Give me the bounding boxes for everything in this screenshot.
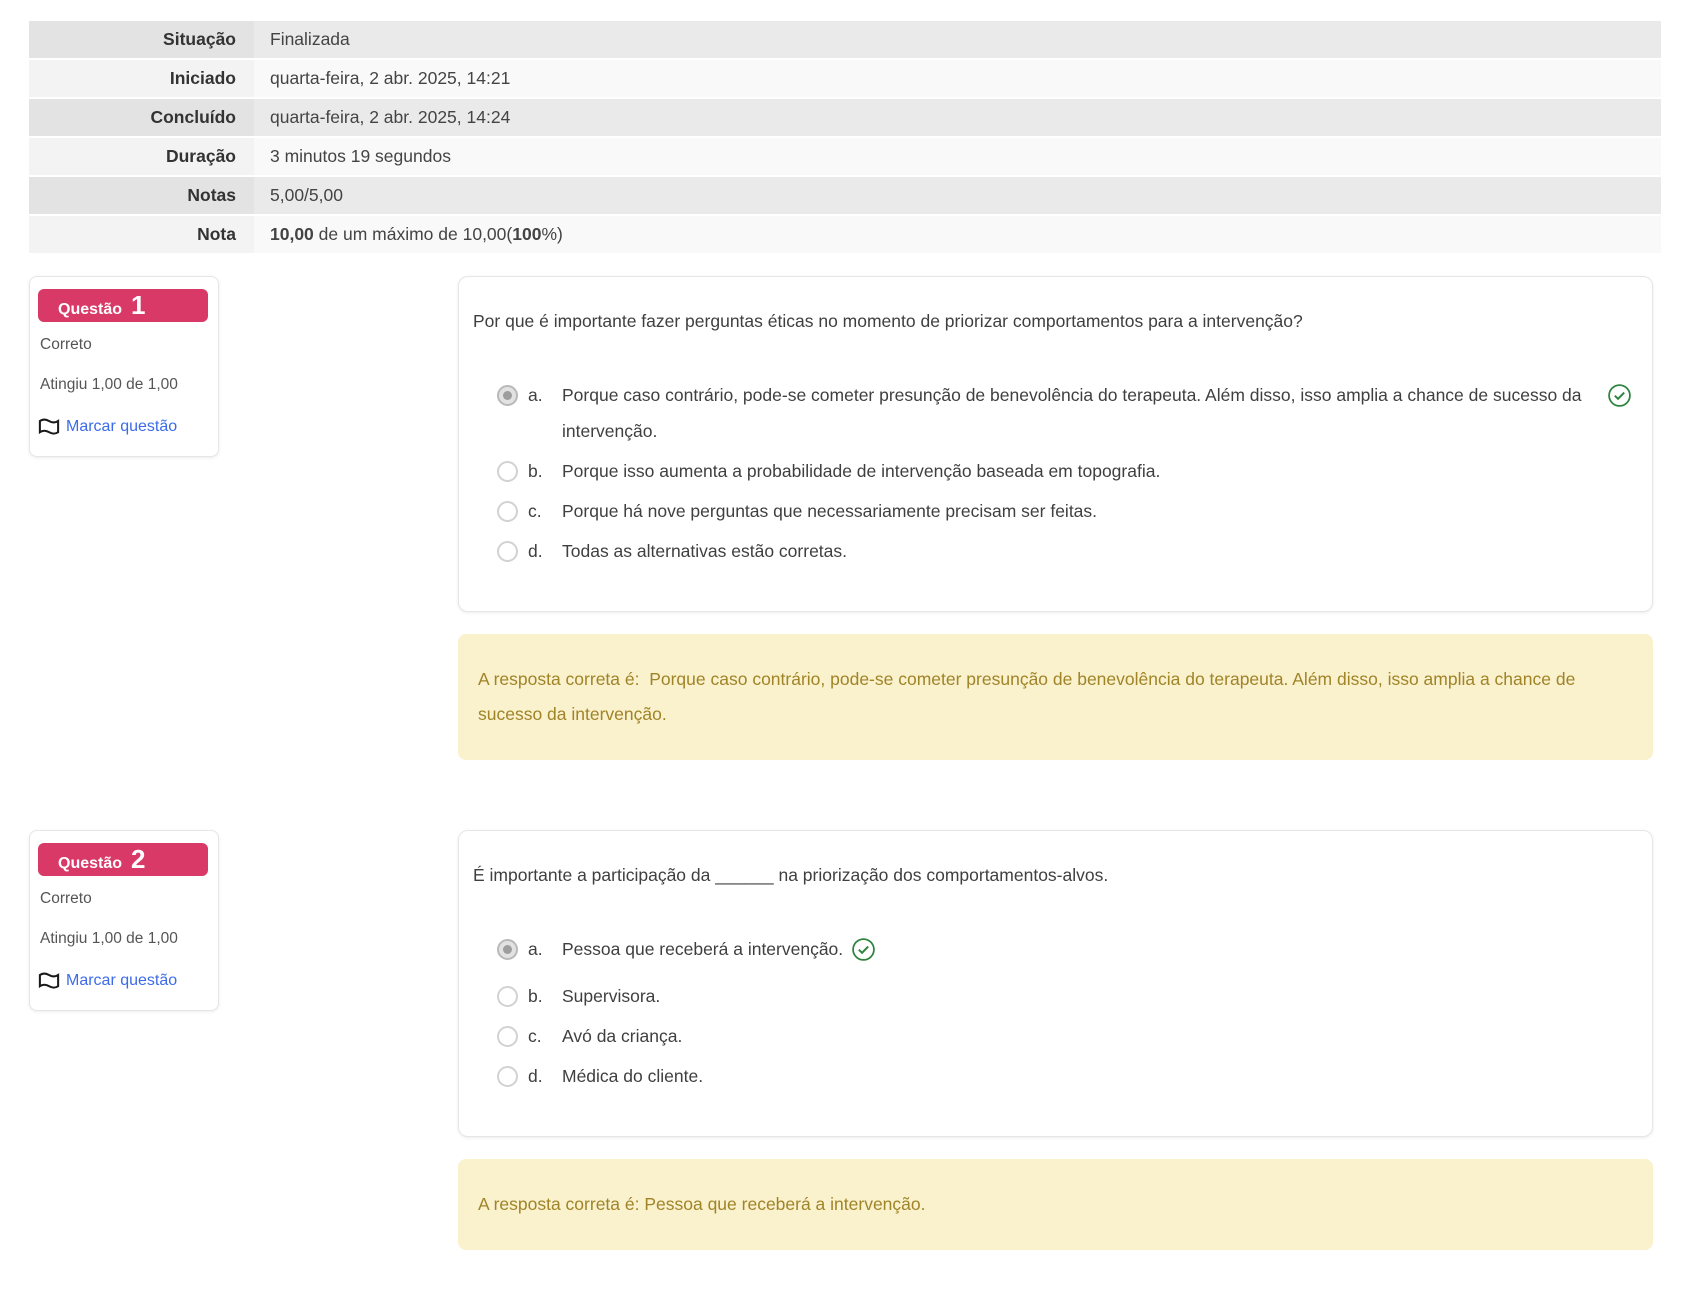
badge-word: Questão	[58, 301, 123, 318]
row-value	[254, 216, 1661, 253]
option-letter: d.	[528, 1066, 543, 1086]
question-number-badge	[38, 289, 208, 322]
option-d[interactable]	[497, 1058, 1632, 1094]
row-value: quarta-feira, 2 abr. 2025, 14:21	[254, 60, 1661, 97]
table-row	[29, 60, 1661, 97]
grade-value: 10,00	[270, 224, 314, 244]
question-text: É importante a participação da ______ na priorização dos comportamentos-alvos.	[473, 865, 1109, 885]
question-grade: Atingiu 1,00 de 1,00	[40, 376, 178, 393]
option-text: Porque caso contrário, pode-se cometer presunção de benevolência do terapeuta. Além disso, isso amplia a chance de sucesso da intervenção.	[562, 385, 1582, 441]
row-label: Iniciado	[29, 60, 254, 97]
badge-number: 1	[131, 290, 146, 320]
table-row	[29, 21, 1661, 58]
option-d[interactable]	[497, 533, 1632, 569]
radio-selected-icon[interactable]	[497, 385, 518, 406]
option-a[interactable]	[497, 377, 1632, 449]
option-letter: a.	[528, 385, 543, 405]
radio-selected-icon[interactable]	[497, 939, 518, 960]
radio-icon[interactable]	[497, 1066, 518, 1087]
question-grade: Atingiu 1,00 de 1,00	[40, 930, 178, 947]
question-2-info-card	[29, 830, 219, 1011]
option-text: Pessoa que receberá a intervenção.	[562, 939, 844, 959]
row-label: Situação	[29, 21, 254, 58]
option-letter: d.	[528, 541, 543, 561]
radio-icon[interactable]	[497, 541, 518, 562]
option-text: Porque isso aumenta a probabilidade de intervenção baseada em topografia.	[562, 461, 1161, 481]
row-value: quarta-feira, 2 abr. 2025, 14:24	[254, 99, 1661, 136]
table-row	[29, 99, 1661, 136]
row-label: Duração	[29, 138, 254, 175]
question-text: Por que é importante fazer perguntas éticas no momento de priorizar comportamentos para a intervenção?	[473, 311, 1303, 331]
answer-options	[473, 931, 1632, 1094]
check-circle-icon	[1607, 383, 1632, 420]
flag-question-label: Marcar questão	[66, 418, 178, 435]
option-a[interactable]	[497, 931, 1632, 974]
question-2-row	[29, 830, 1653, 1137]
question-state: Correto	[40, 890, 92, 907]
correct-answer-feedback: A resposta correta é: Porque caso contrário, pode-se cometer presunção de benevolência do terapeuta. Além disso, isso amplia a chance de sucesso da intervenção.	[458, 634, 1653, 760]
question-2-card	[458, 830, 1653, 1137]
quiz-summary-table	[29, 19, 1661, 255]
grade-text-end: %)	[541, 224, 563, 244]
correct-answer-feedback: A resposta correta é: Pessoa que receberá a intervenção.	[458, 1159, 1653, 1250]
option-c[interactable]	[497, 1018, 1632, 1054]
grade-percent: 100	[512, 224, 542, 244]
flag-icon	[38, 970, 60, 992]
grade-text: de um máximo de 10,00(	[313, 224, 513, 244]
option-b[interactable]	[497, 453, 1632, 489]
option-text: Médica do cliente.	[562, 1066, 704, 1086]
flag-question-link[interactable]	[38, 416, 208, 438]
badge-word: Questão	[58, 855, 123, 872]
option-text: Porque há nove perguntas que necessariamente precisam ser feitas.	[562, 501, 1098, 521]
question-number-badge	[38, 843, 208, 876]
radio-icon[interactable]	[497, 1026, 518, 1047]
option-text: Supervisora.	[562, 986, 661, 1006]
row-label: Concluído	[29, 99, 254, 136]
radio-icon[interactable]	[497, 501, 518, 522]
option-b[interactable]	[497, 978, 1632, 1014]
option-c[interactable]	[497, 493, 1632, 529]
table-row-grade	[29, 216, 1661, 253]
flag-icon	[38, 416, 60, 438]
option-letter: c.	[528, 1026, 542, 1046]
radio-icon[interactable]	[497, 986, 518, 1007]
table-row	[29, 138, 1661, 175]
row-value: 5,00/5,00	[254, 177, 1661, 214]
option-letter: b.	[528, 986, 543, 1006]
answer-options	[473, 377, 1632, 569]
flag-question-label: Marcar questão	[66, 972, 178, 989]
option-text: Avó da criança.	[562, 1026, 683, 1046]
row-label: Notas	[29, 177, 254, 214]
question-1-card	[458, 276, 1653, 612]
flag-question-link[interactable]	[38, 970, 208, 992]
question-state: Correto	[40, 336, 92, 353]
row-value: 3 minutos 19 segundos	[254, 138, 1661, 175]
badge-number: 2	[131, 844, 146, 874]
option-text: Todas as alternativas estão corretas.	[562, 541, 848, 561]
question-1-info-card	[29, 276, 219, 457]
row-label: Nota	[29, 216, 254, 253]
option-letter: a.	[528, 939, 543, 959]
option-letter: b.	[528, 461, 543, 481]
question-1-row	[29, 276, 1653, 612]
option-letter: c.	[528, 501, 542, 521]
radio-icon[interactable]	[497, 461, 518, 482]
row-value: Finalizada	[254, 21, 1661, 58]
table-row	[29, 177, 1661, 214]
check-circle-icon	[851, 937, 876, 974]
